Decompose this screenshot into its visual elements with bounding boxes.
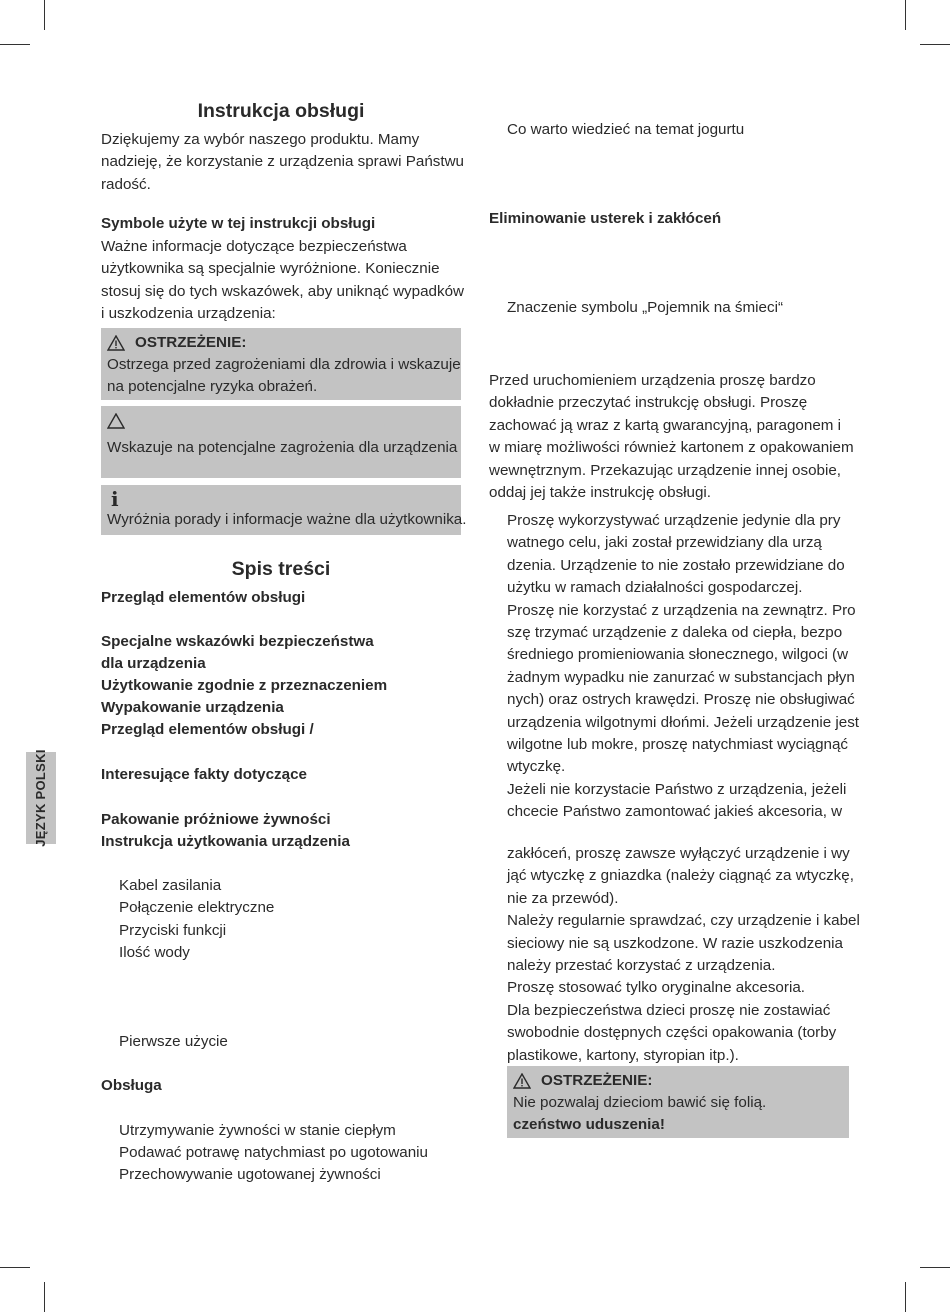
warning-text: czeństwo uduszenia! xyxy=(513,1116,665,1134)
intro-paragraph: Dziękujemy za wybór naszego produktu. Mamy nadzieję, że korzystanie z urządzenia sprawi Państwu radość. xyxy=(101,131,464,193)
toc-item: Przegląd elementów obsługi xyxy=(101,589,306,606)
toc-item: Obsługa xyxy=(101,1077,162,1094)
general-notes-paragraph: Przed uruchomieniem urządzenia proszę bardzo dokładnie przeczytać instrukcję obsługi. Proszę zachować ją wraz z kartą gwarancyjną, paragonem i w miarę możliwości również kartonem z opakowaniem wewnętrznym. Przekazując urządzenie innej osobie, oddaj jej także instrukcję obsługi. xyxy=(489,372,854,502)
toc-item: Przegląd elementów obsługi / xyxy=(101,721,314,738)
safety-paragraph: zakłóceń, proszę zawsze wyłączyć urządzenie i wy jąć wtyczkę z gniazdka (należy ciągnąć za wtyczkę, nie za przewód). Należy regularnie sprawdzać, czy urządzenie i kabel sieciowy nie są uszkodzone. W razie uszkodzenia należy przestać korzystać z urządzenia. Proszę stosować tylko oryginalne akcesoria. Dla bezpieczeństwa dzieci proszę nie zostawiać swobodnie dostępnych części opakowania (torby plastikowe, kartony, styropian itp.). xyxy=(507,845,860,1064)
toc-subitem: Utrzymywanie żywności w stanie ciepłym xyxy=(119,1122,396,1139)
symbols-paragraph: Ważne informacje dotyczące bezpieczeństwa użytkownika są specjalnie wyróżnione. Koniecznie stosuj się do tych wskazówek, aby uniknąć wypadków i uszkodzenia urządzenia: xyxy=(101,238,464,323)
crop-mark xyxy=(920,1267,950,1268)
warning-box xyxy=(507,1066,849,1138)
toc-subitem: Pierwsze użycie xyxy=(119,1033,228,1050)
toc-subitem: Kabel zasilania xyxy=(119,877,222,894)
toc-item: Interesujące fakty dotyczące xyxy=(101,766,307,783)
caution-box xyxy=(101,406,461,478)
toc-subitem: Znaczenie symbolu „Pojemnik na śmieci“ xyxy=(507,299,784,316)
toc-subitem: Ilość wody xyxy=(119,944,190,961)
toc-item: Eliminowanie usterek i zakłóceń xyxy=(489,210,722,227)
warning-label: OSTRZEŻENIE: xyxy=(541,1071,653,1089)
warning-box xyxy=(101,328,461,400)
toc-item: Użytkowanie zgodnie z przeznaczeniem xyxy=(101,677,388,694)
table-of-contents xyxy=(101,587,461,1207)
language-tab-label: JĘZYK POLSKI xyxy=(32,749,48,847)
crop-mark xyxy=(0,44,30,45)
crop-mark xyxy=(905,0,906,30)
toc-subitem: Podawać potrawę natychmiast po ugotowaniu xyxy=(119,1144,429,1161)
toc-item: Instrukcja użytkowania urządzenia xyxy=(101,833,350,850)
crop-mark xyxy=(44,1282,45,1312)
warning-triangle-icon xyxy=(513,1073,531,1089)
warning-text: Nie pozwalaj dzieciom bawić się folią. xyxy=(513,1094,767,1111)
toc-subitem: Przechowywanie ugotowanej żywności xyxy=(119,1166,381,1183)
info-text: Wyróżnia porady i informacje ważne dla użytkownika. xyxy=(107,511,467,528)
toc-item: Wypakowanie urządzenia xyxy=(101,699,284,716)
crop-mark xyxy=(0,1267,30,1268)
symbols-heading: Symbole użyte w tej instrukcji obsługi xyxy=(101,215,376,232)
warning-triangle-icon xyxy=(107,335,125,351)
info-icon: i xyxy=(111,487,119,511)
crop-mark xyxy=(905,1282,906,1312)
info-box xyxy=(101,485,467,535)
warning-label: OSTRZEŻENIE: xyxy=(135,333,247,351)
crop-mark xyxy=(920,44,950,45)
language-side-tab xyxy=(26,749,56,847)
safety-paragraph: Proszę wykorzystywać urządzenie jedynie dla pry watnego celu, jaki został przewidziany dla urzą dzenia. Urządzenie to nie zostało przewidziane do użytku w ramach działalności gospodarczej. Proszę nie korzystać z urządzenia na zewnątrz. Pro szę trzymać urządzenie z daleka od ciepła, bezpo średniego promieniowania słonecznego, wilgoci (w żadnym wypadku nie zanurzać w substancjach płyn nych) oraz ostrych krawędzi. Proszę nie obsługiwać urządzenia wilgotnymi dłońmi. Jeżeli urządzenie jest wilgotne lub mokre, proszę natychmiast wyciągnąć wtyczkę. Jeżeli nie korzystacie Państwo z urządzenia, jeżeli chcecie Państwo zamontować jakieś akcesoria, w xyxy=(507,512,860,821)
caution-triangle-icon xyxy=(107,413,125,429)
crop-mark xyxy=(44,0,45,30)
toc-item: Pakowanie próżniowe żywności xyxy=(101,811,331,828)
toc-item: dla urządzenia xyxy=(101,655,206,672)
warning-text: Ostrzega przed zagrożeniami dla zdrowia i wskazuje xyxy=(107,356,461,373)
warning-text: na potencjalne ryzyka obrażeń. xyxy=(107,378,318,396)
toc-subitem: Połączenie elektryczne xyxy=(119,899,275,916)
toc-item: Specjalne wskazówki bezpieczeństwa xyxy=(101,633,374,650)
page-title: Instrukcja obsługi xyxy=(197,100,365,122)
toc-subitem: Co warto wiedzieć na temat jogurtu xyxy=(507,121,745,138)
toc-title: Spis treści xyxy=(231,558,331,580)
caution-text: Wskazuje na potencjalne zagrożenia dla urządzenia xyxy=(107,439,458,456)
toc-subitem: Przyciski funkcji xyxy=(119,922,227,939)
